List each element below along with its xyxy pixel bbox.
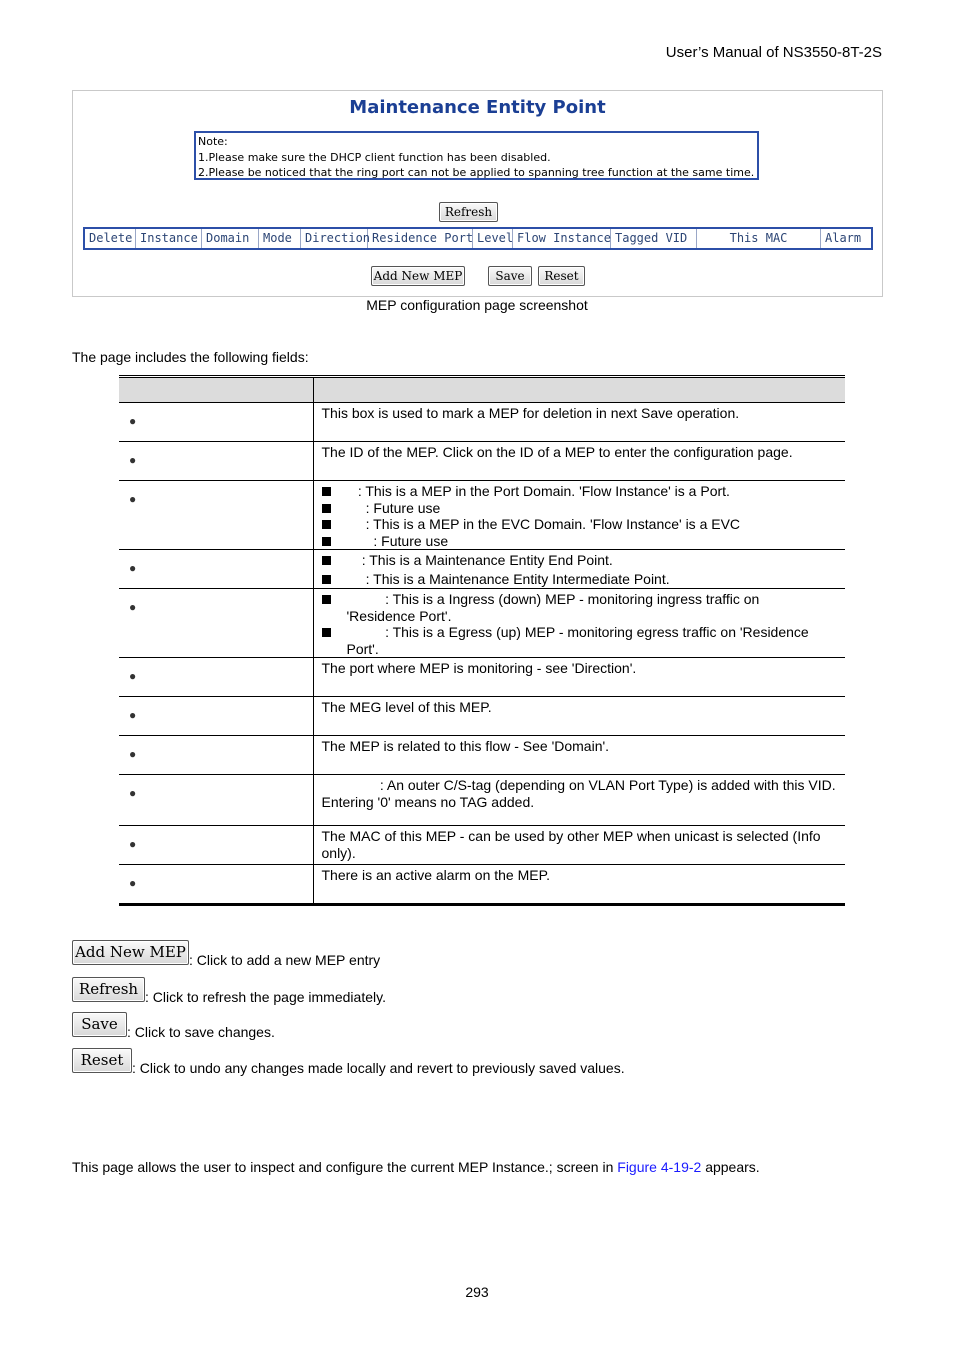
field-desc-delete <box>313 403 845 442</box>
field-desc-this-mac <box>313 826 845 865</box>
legend-reset <box>72 1048 625 1076</box>
bullet: ● <box>129 708 137 722</box>
body-paragraph <box>72 1159 760 1175</box>
col-tagged-vid: Tagged VID <box>611 229 697 248</box>
legend-add-new-mep-button[interactable]: Add New MEP <box>72 940 189 965</box>
bullet: ● <box>129 669 137 683</box>
add-new-mep-button[interactable]: Add New MEP <box>371 266 465 286</box>
intro-text: The page includes the following fields: <box>72 349 309 365</box>
legend-add-new-mep <box>72 940 381 968</box>
bullet: ● <box>129 600 137 614</box>
bullet: ● <box>129 747 137 761</box>
option-item: : This is a MEP in the Port Domain. 'Flow Instance' is a Port. <box>322 483 840 500</box>
field-desc-alarm <box>313 865 845 905</box>
col-alarm: Alarm <box>825 231 862 245</box>
option-item: : This is a MEP in the EVC Domain. 'Flow Instance' is a EVC <box>322 516 840 533</box>
desc-line: The MEP is related to this flow - See 'Domain'. <box>321 738 610 754</box>
field-desc-residence-port <box>313 658 845 697</box>
col-domain: Domain <box>202 229 259 248</box>
col-instance: Instance <box>136 229 202 248</box>
option-item: : This is a Maintenance Entity End Point. <box>322 552 840 569</box>
fields-table <box>119 375 845 906</box>
option-item: : This is a Maintenance Entity Intermediate Point. <box>322 571 840 588</box>
square-bullet-icon <box>322 595 331 604</box>
note-box <box>194 131 759 180</box>
bullet: ● <box>129 414 137 428</box>
option-item: : Future use <box>322 500 840 517</box>
square-bullet-icon <box>322 628 331 637</box>
desc-line: This box is used to mark a MEP for deletion in next Save operation. <box>321 405 740 421</box>
field-desc-domain <box>313 481 845 550</box>
option-continuation: Port'. <box>346 640 379 657</box>
legend-text: : Click to refresh the page immediately. <box>145 989 386 1005</box>
bullet: ● <box>129 453 137 467</box>
legend-text: : Click to undo any changes made locally and revert to previously saved values. <box>132 1060 625 1076</box>
legend-save-button[interactable]: Save <box>72 1012 127 1037</box>
save-button[interactable]: Save <box>488 266 532 286</box>
square-bullet-icon <box>322 487 331 496</box>
field-desc-level <box>313 697 845 736</box>
legend-text: : Click to save changes. <box>127 1024 275 1040</box>
mep-table-header <box>83 227 873 250</box>
refresh-button[interactable]: Refresh <box>439 202 498 222</box>
mep-screenshot <box>72 90 883 297</box>
square-bullet-icon <box>322 575 331 584</box>
desc-line: There is an active alarm on the MEP. <box>321 867 551 883</box>
bullet: ● <box>129 492 137 506</box>
figure-link[interactable]: Figure 4-19-2 <box>617 1159 702 1175</box>
option-item: : This is a Ingress (down) MEP - monitoring ingress traffic on <box>322 591 840 608</box>
table-head-object <box>119 377 313 403</box>
square-bullet-icon <box>322 556 331 565</box>
legend-save <box>72 1012 275 1040</box>
col-direction: Direction <box>301 229 368 248</box>
note-label: Note: <box>198 135 228 148</box>
legend-text: : Click to add a new MEP entry <box>189 952 381 968</box>
bullet: ● <box>129 837 137 851</box>
option-item: : This is a Egress (up) MEP - monitoring egress traffic on 'Residence <box>322 624 840 641</box>
option-continuation: 'Residence Port'. <box>346 607 452 624</box>
field-desc-tagged-vid <box>313 775 845 826</box>
square-bullet-icon <box>322 537 331 546</box>
bullet: ● <box>129 561 137 575</box>
reset-button[interactable]: Reset <box>538 266 585 286</box>
manual-header: User’s Manual of NS3550-8T-2S <box>665 44 882 61</box>
option-item: : Future use <box>322 533 840 550</box>
field-desc-direction <box>313 589 845 658</box>
desc-line: : An outer C/S-tag (depending on VLAN Port Type) is added with this VID. <box>321 777 836 793</box>
col-flow-instance: Flow Instance <box>513 229 611 248</box>
col-residence-port: Residence Port <box>368 229 473 248</box>
legend-refresh-button[interactable]: Refresh <box>72 977 145 1002</box>
page-number: 293 <box>465 1284 489 1300</box>
field-desc-mode <box>313 550 845 589</box>
desc-line: The MEG level of this MEP. <box>321 699 492 715</box>
legend-refresh <box>72 977 386 1005</box>
desc-line: The MAC of this MEP - can be used by other MEP when unicast is selected (Info only). <box>321 828 821 861</box>
desc-line: The ID of the MEP. Click on the ID of a MEP to enter the configuration page. <box>321 444 793 460</box>
bullet: ● <box>129 876 137 890</box>
legend-reset-button[interactable]: Reset <box>72 1048 132 1073</box>
col-delete: Delete <box>85 229 136 248</box>
table-head-description <box>313 377 845 403</box>
paragraph-text: This page allows the user to inspect and configure the current MEP Instance.; screen in <box>72 1159 618 1175</box>
desc-line: The port where MEP is monitoring - see 'Direction'. <box>321 660 637 676</box>
note-line-2: 2.Please be noticed that the ring port can not be applied to spanning tree function at the same time. <box>198 166 755 179</box>
field-desc-flow-instance <box>313 736 845 775</box>
col-this-mac: This MAC <box>697 229 821 248</box>
paragraph-text: appears. <box>701 1159 760 1175</box>
desc-line: Entering '0' means no TAG added. <box>321 793 535 810</box>
col-mode: Mode <box>259 229 301 248</box>
note-line-1: 1.Please make sure the DHCP client function has been disabled. <box>198 150 551 164</box>
figure-caption: MEP configuration page screenshot <box>366 297 588 313</box>
square-bullet-icon <box>322 520 331 529</box>
screenshot-title: Maintenance Entity Point <box>349 97 606 118</box>
bullet: ● <box>129 786 137 800</box>
field-desc-instance <box>313 442 845 481</box>
col-level: Level <box>473 229 513 248</box>
square-bullet-icon <box>322 504 331 513</box>
